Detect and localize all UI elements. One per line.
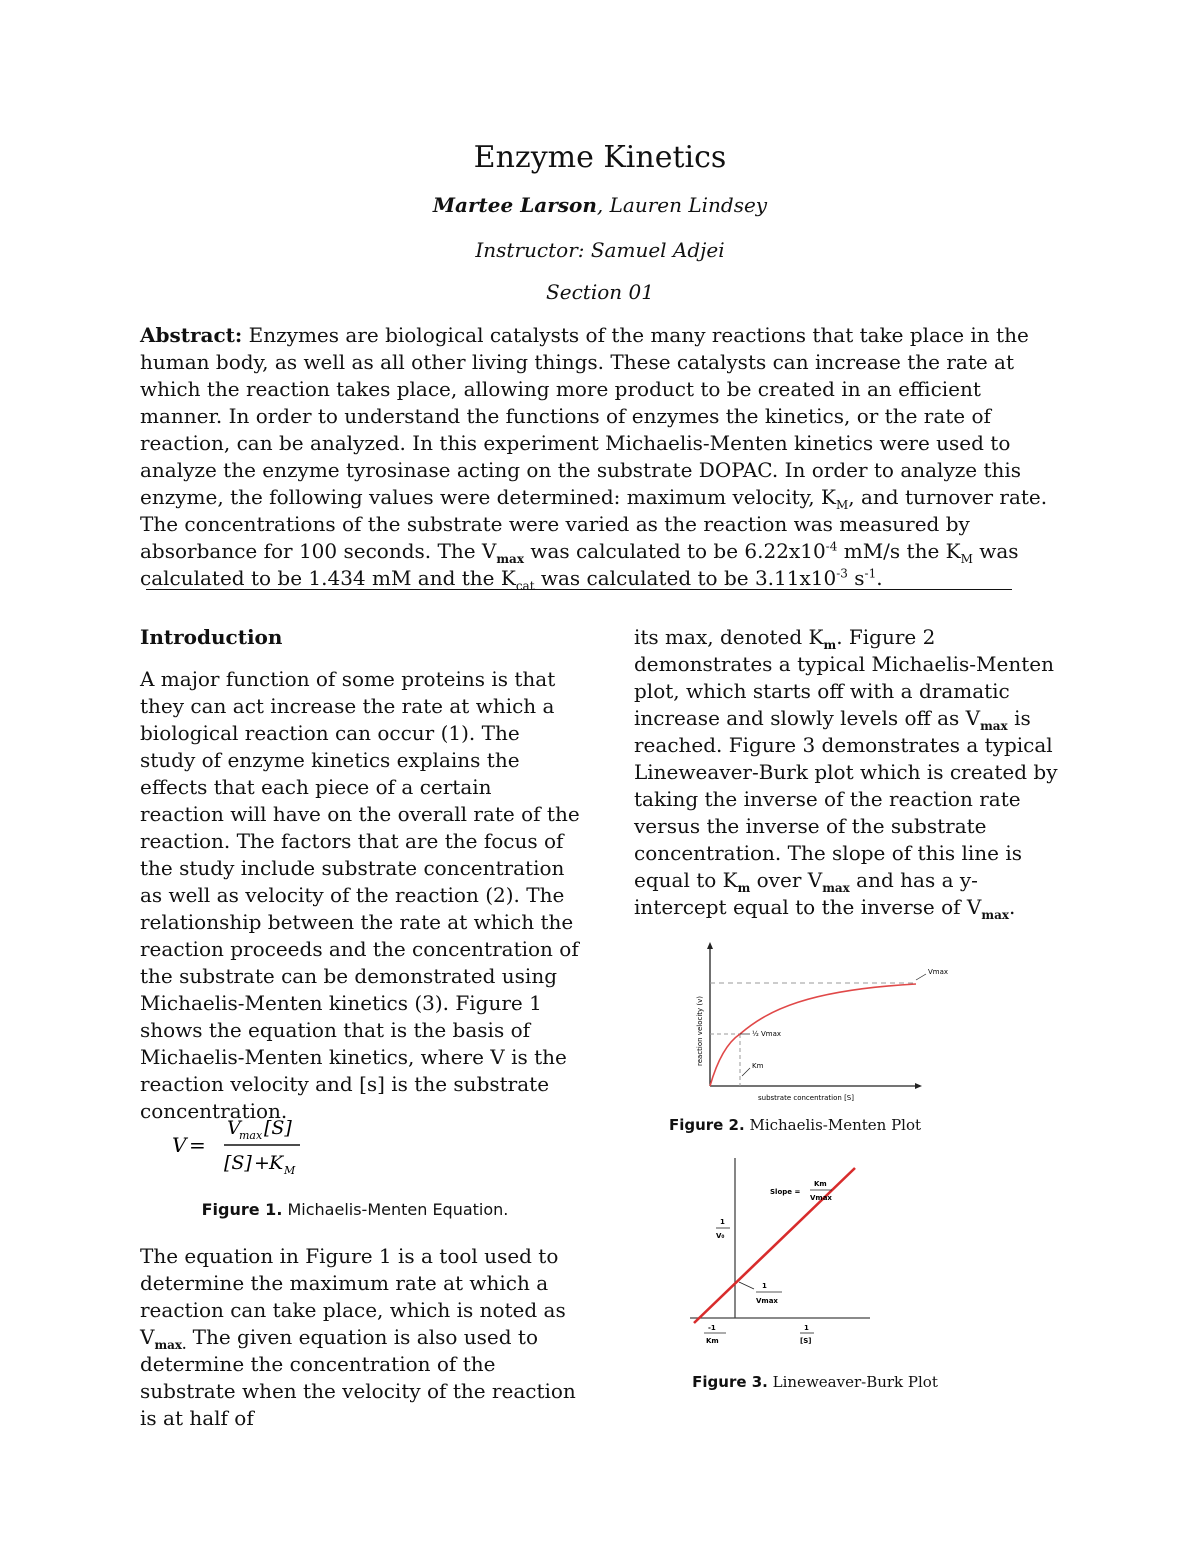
equation-lhs: V — [172, 1133, 187, 1157]
paper-title: Enzyme Kinetics — [473, 140, 727, 175]
equation-num-s: [S] — [264, 1117, 292, 1139]
abstract-text: , and turnover rate. The concentrations of the substrate were varied as the reaction was measured by absorbance for 100 seconds. The V — [140, 485, 1048, 563]
abstract-text: was calculated to be 6.22x10 — [524, 539, 826, 563]
subscript: M — [835, 498, 849, 512]
abstract — [140, 322, 1060, 592]
introduction-paragraph-3 — [634, 624, 1064, 921]
x-intercept-numerator: -1 — [708, 1324, 716, 1332]
superscript: -4 — [825, 539, 838, 554]
x-intercept-denominator: Km — [706, 1337, 719, 1345]
paragraph-text: its max, denoted K — [634, 625, 824, 649]
subscript: M — [960, 552, 973, 566]
vmax-label: Vmax — [928, 968, 949, 976]
subscript: cat — [515, 579, 535, 593]
superscript: -1 — [864, 566, 877, 581]
y-axis-arrow-icon — [707, 942, 713, 949]
lineweaver-burk-plot — [690, 1158, 870, 1358]
figure-2-label: Figure 2. — [668, 1116, 745, 1134]
figure-1-caption — [140, 1200, 570, 1219]
paragraph-text: . Figure 2 demonstrates a typical Michaelis-Menten plot, which starts off with a dramatic increase and slowly levels off as V — [634, 625, 1054, 730]
right-column — [634, 624, 1064, 921]
michaelis-menten-curve — [710, 984, 916, 1086]
subscript: m — [737, 881, 751, 895]
section-divider — [146, 589, 1012, 590]
authors — [0, 193, 1200, 217]
figure-2-plot — [688, 938, 958, 1110]
figure-3-label: Figure 3. — [692, 1373, 768, 1391]
figure-3-caption — [640, 1373, 990, 1391]
y-axis-numerator: 1 — [720, 1218, 725, 1226]
author-separator: , — [596, 193, 610, 217]
abstract-text: . — [876, 566, 883, 590]
x-axis-numerator: 1 — [804, 1324, 809, 1332]
equation-den-s: [S] — [224, 1152, 252, 1174]
subscript: max — [980, 719, 1008, 733]
abstract-text: mM/s the K — [837, 539, 961, 563]
abstract-label: Abstract: — [140, 323, 243, 347]
slope-denominator: Vmax — [810, 1194, 832, 1202]
y-axis-label: reaction velocity (v) — [696, 996, 704, 1066]
figure-2-caption-text: Michaelis-Menten Plot — [744, 1116, 922, 1134]
equation-equals: = — [189, 1133, 206, 1157]
x-axis-label: substrate concentration [S] — [758, 1094, 854, 1102]
y-intercept-pointer — [739, 1282, 754, 1289]
equation-num-sub: max — [239, 1129, 263, 1142]
subscript: max — [822, 881, 850, 895]
km-label: Km — [752, 1062, 764, 1070]
introduction-heading: Introduction — [140, 625, 283, 649]
subscript: max — [981, 908, 1010, 922]
equation-den-sub: M — [284, 1164, 296, 1177]
paragraph-text: The given equation is also used to determine the concentration of the substrate when the velocity of the reaction is at half of — [140, 1325, 576, 1430]
left-column-continued — [140, 1243, 580, 1432]
slope-numerator: Km — [814, 1180, 827, 1188]
abstract-text: was calculated to be 1.434 mM and the K — [140, 539, 1019, 590]
author-primary: Martee Larson — [432, 193, 597, 217]
y-intercept-denominator: Vmax — [756, 1297, 778, 1305]
paragraph-text: is reached. Figure 3 demonstrates a typical Lineweaver-Burk plot which is created by taking the inverse of the reaction rate versus the inverse of the substrate concentration. The slope of this line is equal to K — [634, 706, 1058, 892]
equation-num-v: V — [227, 1117, 241, 1139]
paragraph-text: and has a y-intercept equal to the inverse of V — [634, 868, 982, 919]
introduction-paragraph-2 — [140, 1243, 580, 1432]
left-column — [140, 624, 580, 1125]
paragraph-text: . — [1009, 895, 1016, 919]
paragraph-text: over V — [750, 868, 823, 892]
section-number: Section 01 — [546, 280, 654, 304]
figure-2-caption — [640, 1116, 950, 1134]
x-axis-arrow-icon — [915, 1083, 922, 1089]
slope-label: Slope = — [770, 1188, 801, 1196]
figure-3-plot — [690, 1158, 870, 1362]
figure-1-label: Figure 1. — [201, 1200, 283, 1219]
equation-den-k: K — [269, 1152, 284, 1174]
km-pointer — [742, 1068, 750, 1076]
y-axis-denominator: V₀ — [716, 1232, 725, 1240]
equation-graphic — [172, 1112, 312, 1182]
abstract-text: s — [847, 566, 865, 590]
equation-den-plus: + — [254, 1152, 270, 1174]
michaelis-menten-equation — [172, 1112, 312, 1182]
subscript: max. — [154, 1338, 187, 1352]
figure-3-caption-text: Lineweaver-Burk Plot — [767, 1373, 938, 1391]
x-axis-denominator: [S] — [800, 1337, 812, 1345]
figure-1-caption-text: Michaelis-Menten Equation. — [282, 1200, 509, 1219]
y-intercept-numerator: 1 — [762, 1282, 767, 1290]
superscript: -3 — [836, 566, 848, 581]
paragraph-text: The equation in Figure 1 is a tool used to determine the maximum rate at which a reaction can take place, which is noted as V — [140, 1244, 566, 1349]
michaelis-menten-plot — [688, 938, 958, 1106]
subscript: m — [823, 638, 837, 652]
instructor: Instructor: Samuel Adjei — [475, 238, 725, 262]
author-secondary: Lauren Lindsey — [609, 193, 768, 217]
abstract-text: Enzymes are biological catalysts of the many reactions that take place in the human body, as well as all other living things. These catalysts can increase the rate at which the reaction takes place, allowing more product to be created in an efficient manner. In order to understand the functions of enzymes the kinetics, or the rate of reaction, can be analyzed. In this experiment Michaelis-Menten kinetics were used to analyze the enzyme tyrosinase acting on the substrate DOPAC. In order to analyze this enzyme, the following values were determined: maximum velocity, K — [140, 323, 1029, 509]
half-vmax-label: ½ Vmax — [752, 1030, 782, 1038]
subscript: max — [496, 552, 524, 566]
introduction-paragraph-1: A major function of some proteins is that they can act increase the rate at which a biological reaction can occur (1). The study of enzyme kinetics explains the effects that each piece of a certain reaction will have on the overall rate of the reaction. The factors that are the focus of the study include substrate concentration as well as velocity of the reaction (2). The relationship between the rate at which the reaction proceeds and the concentration of the substrate can be demonstrated using Michaelis-Menten kinetics (3). Figure 1 shows the equation that is the basis of Michaelis-Menten kinetics, where V is the reaction velocity and [s] is the substrate concentration. — [140, 667, 580, 1123]
vmax-pointer — [916, 974, 926, 980]
abstract-text: was calculated to be 3.11x10 — [534, 566, 837, 590]
